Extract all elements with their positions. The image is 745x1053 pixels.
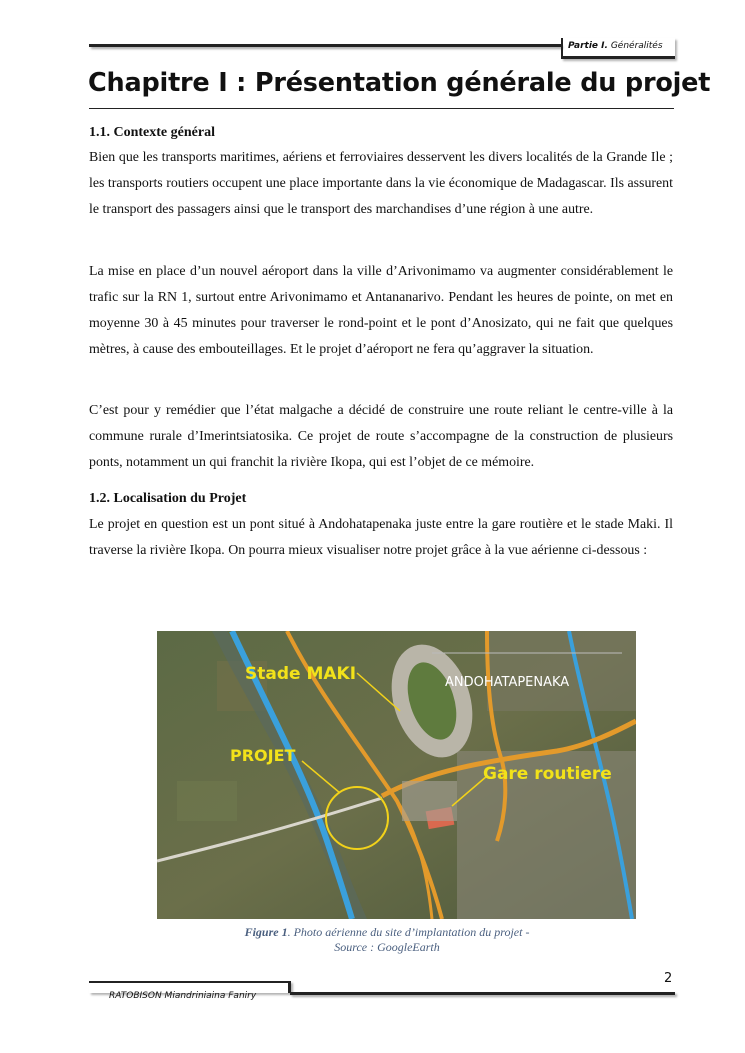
figure-caption — [157, 925, 617, 955]
urban-area-north — [487, 631, 636, 711]
chapter-title: Chapitre I : Présentation générale du projet — [88, 68, 711, 98]
header-rule — [89, 44, 561, 47]
label-gare-routiere: Gare routiere — [483, 764, 612, 784]
paragraph-contexte-2: La mise en place d’un nouvel aéroport dans la ville d’Arivonimamo va augmenter considérablement le trafic sur la RN 1, surtout entre Arivonimamo et Antananarivo. Pendant les heures de pointe, on met en moyenne 30 à 45 minutes pour traverser le rond-point et le pont d’Anosizato, qui ne fait que quelques mètres, à cause des embouteillages. Et le projet d’aéroport ne fera qu’aggraver la situation. — [89, 264, 673, 357]
label-stade-maki: Stade MAKI — [245, 664, 357, 684]
aerial-photo — [157, 631, 636, 919]
bus-station-yard — [402, 781, 457, 821]
section-heading-contexte: 1.1. Contexte général — [89, 125, 215, 140]
running-header — [568, 41, 663, 51]
aerial-photo-drawing — [157, 631, 636, 919]
figure-caption-label: Figure 1 — [244, 925, 288, 939]
field — [177, 781, 237, 821]
footer-rule — [290, 992, 675, 995]
page-number: 2 — [664, 971, 673, 986]
footer-author: RATOBISON Miandriniaina Faniry — [109, 991, 257, 1001]
label-andohatapenaka: ANDOHATAPENAKA — [445, 675, 570, 690]
header-part: Partie I. — [568, 41, 608, 51]
label-projet: PROJET — [230, 746, 296, 765]
paragraph-contexte-1: Bien que les transports maritimes, aériens et ferroviaires desservent les divers localités de la Grande Ile ; les transports routiers occupent une place importante dans la vie économique de Madagascar. Ils assurent le transport des passagers ainsi que le transport des marchandises d’une région à une autre. — [89, 150, 673, 217]
section-heading-localisation: 1.2. Localisation du Projet — [89, 491, 247, 506]
chapter-title-rule — [89, 108, 674, 109]
paragraph-contexte-3: C’est pour y remédier que l’état malgache a décidé de construire une route reliant le centre-ville à la commune rurale d’Imerintsiatosika. Ce projet de route s’accompagne de la construction de plusieurs ponts, notamment un qui franchit la rivière Ikopa, qui est l’objet de ce mémoire. — [89, 403, 673, 470]
paragraph-localisation: Le projet en question est un pont situé à Andohatapenaka juste entre la gare routière et le stade Maki. Il traverse la rivière Ikopa. On pourra mieux visualiser notre projet grâce à la vue aérienne ci-dessous : — [89, 517, 673, 558]
figure-caption-text: . Photo aérienne du site d’implantation du projet - — [287, 925, 530, 939]
header-section: Généralités — [610, 41, 663, 51]
figure-caption-source: Source : GoogleEarth — [334, 940, 440, 954]
